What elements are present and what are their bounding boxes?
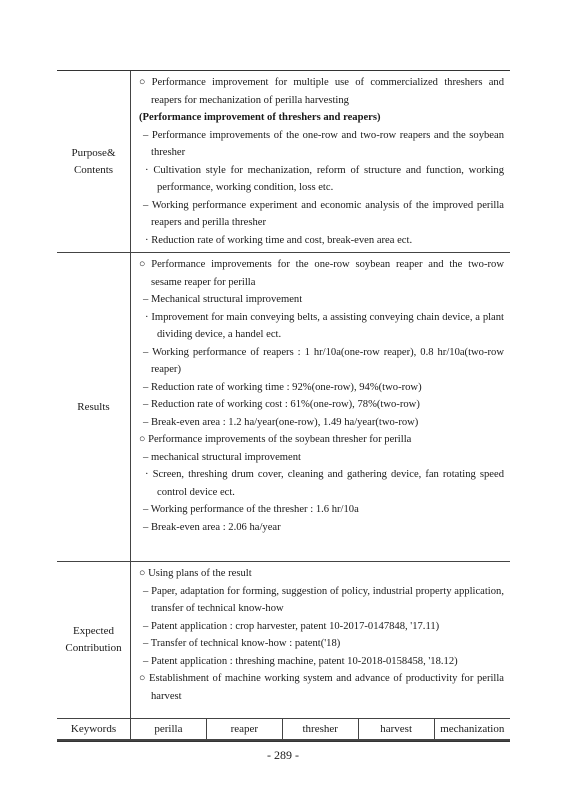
expected-line: – Patent application : threshing machine, patent 10‐2018‐0158458, '18.12)	[143, 655, 458, 667]
results-line: ○ Performance improvements of the soybean thresher for perilla	[139, 434, 412, 445]
purpose-line: · Reduction rate of working time and cost, break‐even area ect.	[145, 234, 413, 246]
expected-line: ○ Using plans of the result	[139, 568, 252, 579]
results-line: – Break‐even area : 1.2 ha/year(one‐row), 1.49 ha/year(two‐row)	[143, 416, 419, 428]
keyword-item: perilla	[131, 719, 207, 740]
results-line: – Reduction rate of working cost : 61%(one‐row), 78%(two‐row)	[143, 399, 420, 410]
expected-line: – Patent application : crop harvester, patent 10‐2017‐0147848, '17.11)	[143, 620, 440, 632]
results-line: ○ Performance improvements for the one‐row soybean reaper and the two‐row sesame reaper for perilla	[139, 259, 504, 288]
results-line: – Break‐even area : 2.06 ha/year	[143, 521, 281, 533]
keywords-cell	[57, 719, 510, 741]
results-label: Results	[57, 253, 131, 562]
purpose-line: – Performance improvements of the one‐row and two‐row reapers and the soybean thresher	[143, 129, 504, 158]
keywords-label: Keywords	[57, 719, 131, 740]
expected-label-line-2: Contribution	[65, 642, 122, 654]
expected-line: – Paper, adaptation for forming, suggestion of policy, industrial property application, transfer of technical know‐how	[143, 585, 504, 614]
purpose-label-line-2: Contents	[73, 163, 114, 176]
summary-table	[57, 71, 510, 741]
results-content	[131, 253, 511, 562]
purpose-line: – Working performance experiment and economic analysis of the improved perilla reapers and perilla thresher	[143, 199, 504, 228]
keywords-table	[57, 719, 510, 740]
expected-line: – Transfer of technical know‐how : patent('18)	[143, 638, 341, 649]
purpose-line: ○ Performance improvement for multiple use of commercialized threshers and reapers for mechanization of perilla harvesting	[139, 77, 504, 106]
purpose-line: (Performance improvement of threshers and reapers)	[139, 112, 381, 123]
expected-line: ○ Establishment of machine working system and advance of productivity for perilla harvest	[139, 673, 504, 702]
results-line: – Reduction rate of working time : 92%(one‐row), 94%(two‐row)	[143, 381, 422, 393]
expected-row	[57, 562, 510, 719]
purpose-content	[131, 71, 511, 253]
page-number: - 289 -	[267, 748, 299, 762]
results-line: – Mechanical structural improvement	[143, 294, 303, 305]
purpose-line: · Cultivation style for mechanization, reform of structure and function, working performance, working condition, loss etc.	[145, 164, 504, 193]
results-line: – mechanical structural improvement	[143, 451, 301, 463]
results-line: – Working performance of the thresher : 1.6 hr/10a	[143, 504, 359, 515]
purpose-label	[57, 71, 131, 253]
keyword-item: reaper	[206, 719, 282, 740]
keyword-item: harvest	[358, 719, 434, 740]
purpose-label-line-1: Purpose&	[71, 146, 116, 159]
results-line: · Improvement for main conveying belts, a assisting conveying chain device, a plant dividing device, a handel ect.	[145, 311, 504, 340]
purpose-row	[57, 71, 510, 253]
keyword-item: mechanization	[434, 719, 510, 740]
expected-label-line-1: Expected	[73, 625, 114, 637]
results-line: · Screen, threshing drum cover, cleaning and gathering device, fan rotating speed control device ect.	[145, 469, 504, 498]
keywords-row	[57, 719, 510, 741]
keyword-item: thresher	[282, 719, 358, 740]
results-line: – Working performance of reapers : 1 hr/10a(one‐row reaper), 0.8 hr/10a(two‐row reaper)	[143, 346, 504, 375]
summary-sheet	[57, 70, 510, 742]
expected-content	[131, 562, 511, 719]
results-row	[57, 253, 510, 562]
expected-label	[57, 562, 131, 719]
